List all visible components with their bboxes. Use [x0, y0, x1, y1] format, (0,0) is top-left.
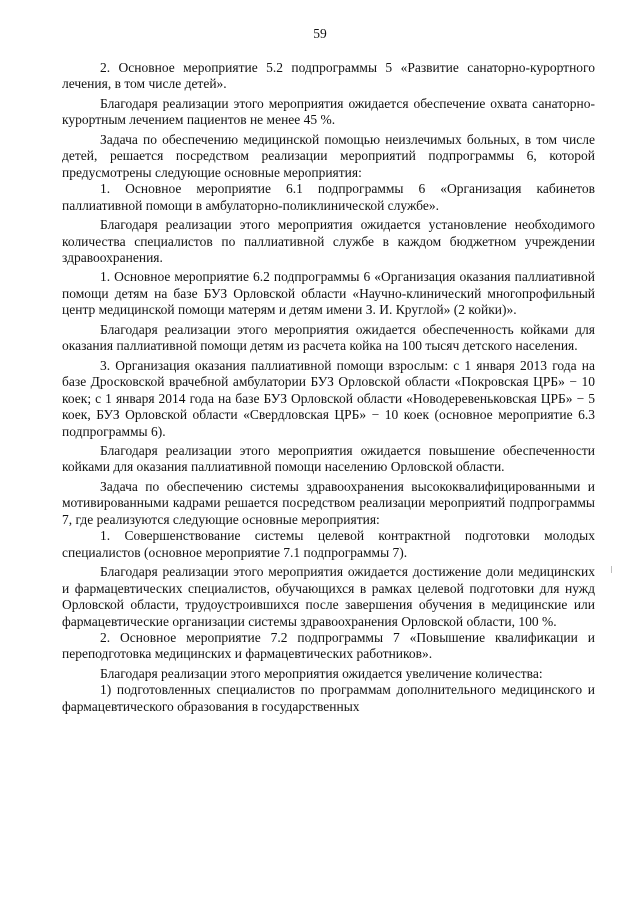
paragraph-result-6-2: Благодаря реализации этого мероприятия ожидается обеспеченность койками для оказания паллиативной помощи детям из расчета койка на 100 тысяч детского населения.: [62, 321, 595, 354]
paragraph-task-palliative: Задача по обеспечению медицинской помощью неизлечимых больных, в том числе детей, решается посредством реализации мероприятий подпрограммы 6, которой предусмотрены следующие основные мероприятия:: [62, 131, 595, 180]
margin-mark: [611, 566, 612, 573]
paragraph-result-6-1: Благодаря реализации этого мероприятия ожидается установление необходимого количества специалистов по паллиативной службе в каждом бюджетном учреждении здравоохранения.: [62, 217, 595, 265]
paragraph-measure-6-1: 1. Основное мероприятие 6.1 подпрограммы 6 «Организация кабинетов паллиативной помощи в амбулаторно-поликлинической службе».: [62, 181, 595, 213]
paragraph-result-7-2-intro: Благодаря реализации этого мероприятия ожидается увеличение количества:: [100, 665, 543, 681]
paragraph-measure-7-1: 1. Совершенствование системы целевой контрактной подготовки молодых специалистов (основное мероприятие 7.1 подпрограммы 7).: [62, 528, 595, 560]
paragraph-result-6-3: Благодаря реализации этого мероприятия ожидается повышение обеспеченности койками для оказания паллиативной помощи населению Орловской области.: [62, 442, 595, 475]
document-body: [62, 60, 595, 715]
paragraph-task-staff: Задача по обеспечению системы здравоохранения высококвалифицированными и мотивированными кадрами решается посредством реализации мероприятий подпрограммы 7, где реализуются следующие основные мероприятия:: [62, 478, 595, 527]
paragraph-result-7-1: Благодаря реализации этого мероприятия ожидается достижение доли медицинских и фармацевтических специалистов, обучающихся в рамках целевой подготовки для нужд Орловской области, трудоустроившихся после завершения обучения в медицинские или фармацевтические организации системы здравоохранения Орловской области, 100 %.: [62, 564, 595, 629]
paragraph-measure-5-2: 2. Основное мероприятие 5.2 подпрограммы 5 «Развитие санаторно-курортного лечения, в том числе детей».: [62, 60, 595, 92]
paragraph-measure-6-2: 1. Основное мероприятие 6.2 подпрограммы 6 «Организация оказания паллиативной помощи детям на базе БУЗ Орловской области «Научно-клинический многопрофильный центр медицинской помощи матерям и детям имени З. И. Круглой» (2 койки)».: [62, 269, 595, 318]
paragraph-result-5-2: Благодаря реализации этого мероприятия ожидается обеспечение охвата санаторно-курортным лечением пациентов не менее 45 %.: [62, 95, 595, 128]
page-number: 59: [313, 26, 327, 41]
paragraph-measure-7-2: 2. Основное мероприятие 7.2 подпрограммы 7 «Повышение квалификации и переподготовка медицинских и фармацевтических работников».: [62, 629, 595, 662]
paragraph-result-7-2-item-1: 1) подготовленных специалистов по программам дополнительного медицинского и фармацевтического образования в государственных: [62, 682, 595, 714]
paragraph-measure-6-3: 3. Организация оказания паллиативной помощи взрослым: с 1 января 2013 года на базе Дросковской врачебной амбулатории БУЗ Орловской области «Покровская ЦРБ» − 10 коек; с 1 января 2014 года на базе БУЗ Орловской области «Новодеревеньковская ЦРБ» − 5 коек, БУЗ Орловской области «Свердловская ЦРБ» − 10 коек (основное мероприятие 6.3 подпрограммы 6).: [62, 357, 595, 439]
